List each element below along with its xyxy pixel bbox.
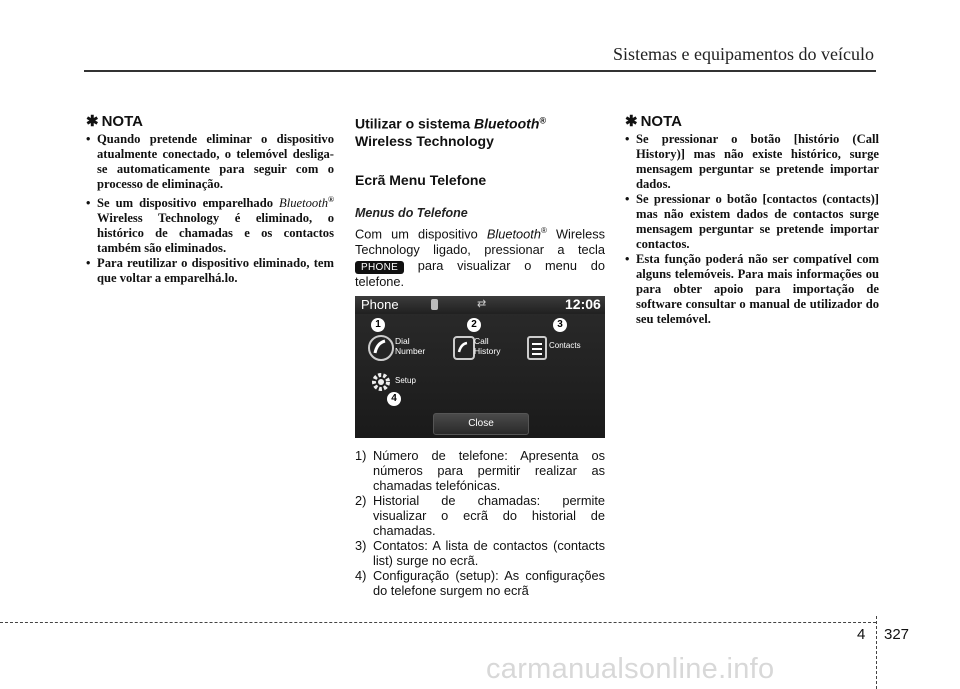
close-button[interactable]: Close bbox=[433, 413, 529, 435]
callout-number: 4 bbox=[387, 392, 401, 406]
column-middle bbox=[355, 112, 605, 598]
list-item: 1) Número de telefone: Apresenta os números para permitir realizar as chamadas telefónicas. bbox=[355, 447, 605, 493]
phone-menu-screen bbox=[355, 296, 605, 438]
page-number: 327 bbox=[884, 626, 910, 643]
contacts-icon[interactable] bbox=[523, 334, 551, 362]
bluetooth-term: Bluetooth bbox=[279, 196, 329, 211]
phone-key-badge: PHONE bbox=[355, 261, 404, 274]
header-rule bbox=[84, 70, 876, 72]
callout-number: 1 bbox=[371, 318, 385, 332]
star-icon: ✱ bbox=[625, 113, 638, 130]
menu-heading: Menus do Telefone bbox=[355, 205, 468, 220]
call-history-label[interactable]: Call History bbox=[474, 335, 501, 356]
nota-heading: ✱ NOTA bbox=[625, 113, 682, 130]
intro-paragraph: Com um dispositivo Bluetooth® Wireless Technology ligado, pressionar a tecla PHONE para visualizar o menu do telefone. bbox=[355, 225, 606, 289]
callout-number: 2 bbox=[467, 318, 481, 332]
list-item: • Se pressionar o botão [contactos (contacts)] mas não existem dados de contactos surge mensagem perguntar se pretende importar contactos. bbox=[625, 192, 879, 251]
list-item: • Para reutilizar o dispositivo eliminado, tem que voltar a emparelhá.lo. bbox=[86, 256, 334, 286]
phone-handset-icon[interactable] bbox=[367, 334, 395, 362]
list-item: • Se um dispositivo emparelhado Bluetooth® Wireless Technology é eliminado, o histórico de chamadas e os contactos também são eliminados. bbox=[86, 195, 334, 256]
column-left bbox=[86, 112, 334, 286]
column-right bbox=[625, 112, 879, 327]
list-item: • Quando pretende eliminar o dispositivo atualmente conectado, o telemóvel desliga-se automaticamente para seguir com o processo de eliminação. bbox=[86, 132, 334, 191]
contacts-label[interactable]: Contacts bbox=[549, 340, 581, 350]
callout-number: 3 bbox=[553, 318, 567, 332]
watermark: carmanualsonline.info bbox=[486, 653, 775, 685]
list-item: 4) Configuração (setup): As configurações do telefone surgem no ecrã bbox=[355, 567, 605, 598]
screen-clock: 12:06 bbox=[565, 295, 601, 312]
list-item: 2) Historial de chamadas: permite visualizar o ecrã do historial de chamadas. bbox=[355, 492, 605, 538]
nota-list bbox=[86, 132, 334, 286]
screen-title: Phone bbox=[361, 296, 399, 312]
footer-rule bbox=[0, 622, 876, 623]
footer-divider bbox=[876, 616, 877, 689]
numbered-list bbox=[355, 448, 605, 598]
setup-label[interactable]: Setup bbox=[395, 375, 416, 385]
nota-heading: ✱ NOTA bbox=[86, 113, 143, 130]
nota-list bbox=[625, 132, 879, 327]
star-icon: ✱ bbox=[86, 113, 99, 130]
chapter-number: 4 bbox=[857, 626, 866, 643]
section-title: Utilizar o sistema Bluetooth® Wireless Technology bbox=[355, 115, 547, 149]
list-item: • Esta função poderá não ser compatível com alguns telemóveis. Para mais informações ou para obter apoio para importação de software consultar o manual de utilizador do seu telemóvel. bbox=[625, 252, 879, 326]
usb-icon: ⇄ bbox=[477, 297, 487, 310]
list-item: 3) Contatos: A lista de contactos (contacts list) surge no ecrã. bbox=[355, 537, 605, 568]
dial-number-label[interactable]: Dial Number bbox=[395, 335, 426, 356]
subsection-title: Ecrã Menu Telefone bbox=[355, 171, 487, 188]
bluetooth-icon bbox=[431, 299, 438, 310]
list-item: • Se pressionar o botão [histório (Call History)] mas não existe histórico, surge mensagem perguntar se pretende importar dados. bbox=[625, 132, 879, 191]
page-header-title: Sistemas e equipamentos do veículo bbox=[613, 44, 874, 64]
